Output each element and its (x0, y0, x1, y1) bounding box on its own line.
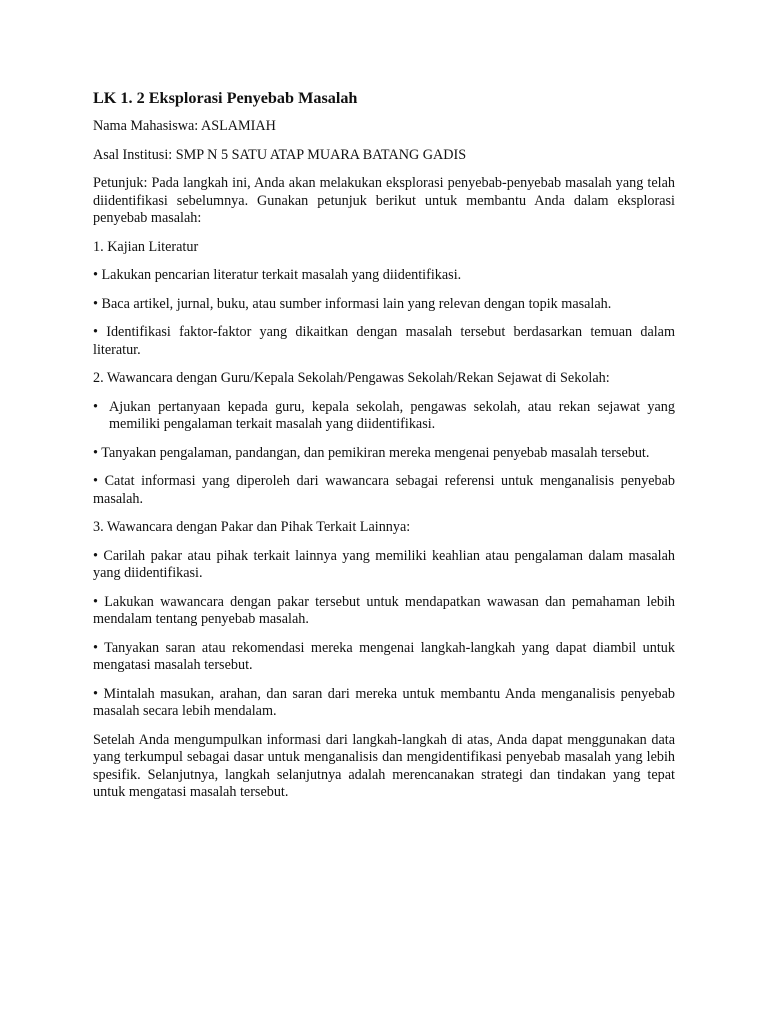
list-item-text: Catat informasi yang diperoleh dari wawancara sebagai referensi untuk menganalisis penyebab masalah. (93, 473, 675, 507)
list-item (93, 686, 675, 721)
bullet-icon: • (93, 267, 98, 283)
list-item-text: Ajukan pertanyaan kepada guru, kepala sekolah, pengawas sekolah, atau rekan sejawat yang memiliki pengalaman terkait masalah yang diidentifikasi. (109, 398, 675, 432)
closing-paragraph: Setelah Anda mengumpulkan informasi dari langkah-langkah di atas, Anda dapat menggunakan data yang terkumpul sebagai dasar untuk menganalisis dan mengidentifikasi penyebab masalah yang lebih spesifik. Selanjutnya, langkah selanjutnya adalah merencanakan strategi dan tindakan yang tepat untuk mengatasi masalah tersebut. (93, 731, 675, 800)
document-title: LK 1. 2 Eksplorasi Penyebab Masalah (93, 89, 358, 107)
bullet-icon: • (93, 547, 98, 564)
list-item-text: Identifikasi faktor-faktor yang dikaitkan dengan masalah tersebut berdasarkan temuan dalam literatur. (93, 324, 676, 358)
institution: Asal Institusi: SMP N 5 SATU ATAP MUARA BATANG GADIS (93, 146, 467, 163)
list-item-text: Tanyakan saran atau rekomendasi mereka mengenai langkah-langkah yang dapat diambil untuk mengatasi masalah tersebut. (93, 639, 675, 673)
bullet-icon: • (93, 444, 98, 461)
list-item-text: Lakukan wawancara dengan pakar tersebut untuk mendapatkan wawasan dan pemahaman lebih mendalam tentang penyebab masalah. (93, 593, 675, 627)
student-name: Nama Mahasiswa: ASLAMIAH (93, 118, 276, 134)
bullet-icon: • (93, 593, 98, 610)
list-item (93, 296, 675, 314)
bullet-icon: • (93, 295, 98, 312)
bullet-icon: • (93, 639, 98, 656)
instructions: Petunjuk: Pada langkah ini, Anda akan melakukan eksplorasi penyebab-penyebab masalah yang telah diidentifikasi sebelumnya. Gunakan petunjuk berikut untuk membantu Anda dalam eksplorasi penyebab masalah: (93, 175, 675, 226)
list-item (93, 473, 675, 508)
list-item (93, 399, 675, 434)
bullet-icon: • (93, 398, 98, 415)
list-item (93, 594, 675, 629)
section-heading: 2. Wawancara dengan Guru/Kepala Sekolah/Pengawas Sekolah/Rekan Sejawat di Sekolah: (93, 370, 610, 386)
list-item-text: Tanyakan pengalaman, pandangan, dan pemikiran mereka mengenai penyebab masalah tersebut. (101, 444, 650, 461)
bullet-icon: • (93, 324, 98, 340)
bullet-icon: • (93, 685, 98, 702)
list-item (93, 548, 675, 583)
list-item (93, 324, 675, 359)
bullet-icon: • (93, 473, 98, 489)
section-heading: 1. Kajian Literatur (93, 238, 199, 255)
list-item-text: Lakukan pencarian literatur terkait masalah yang diidentifikasi. (101, 267, 462, 283)
list-item (93, 445, 675, 463)
list-item-text: Mintalah masukan, arahan, dan saran dari mereka untuk membantu Anda menganalisis penyebab masalah secara lebih mendalam. (93, 685, 676, 719)
list-item-text: Baca artikel, jurnal, buku, atau sumber informasi lain yang relevan dengan topik masalah. (101, 295, 612, 312)
list-item (93, 267, 675, 285)
list-item-text: Carilah pakar atau pihak terkait lainnya yang memiliki keahlian atau pengalaman dalam masalah yang diidentifikasi. (93, 547, 676, 581)
list-item (93, 640, 675, 675)
section-heading: 3. Wawancara dengan Pakar dan Pihak Terkait Lainnya: (93, 519, 411, 535)
document-content (93, 88, 675, 813)
